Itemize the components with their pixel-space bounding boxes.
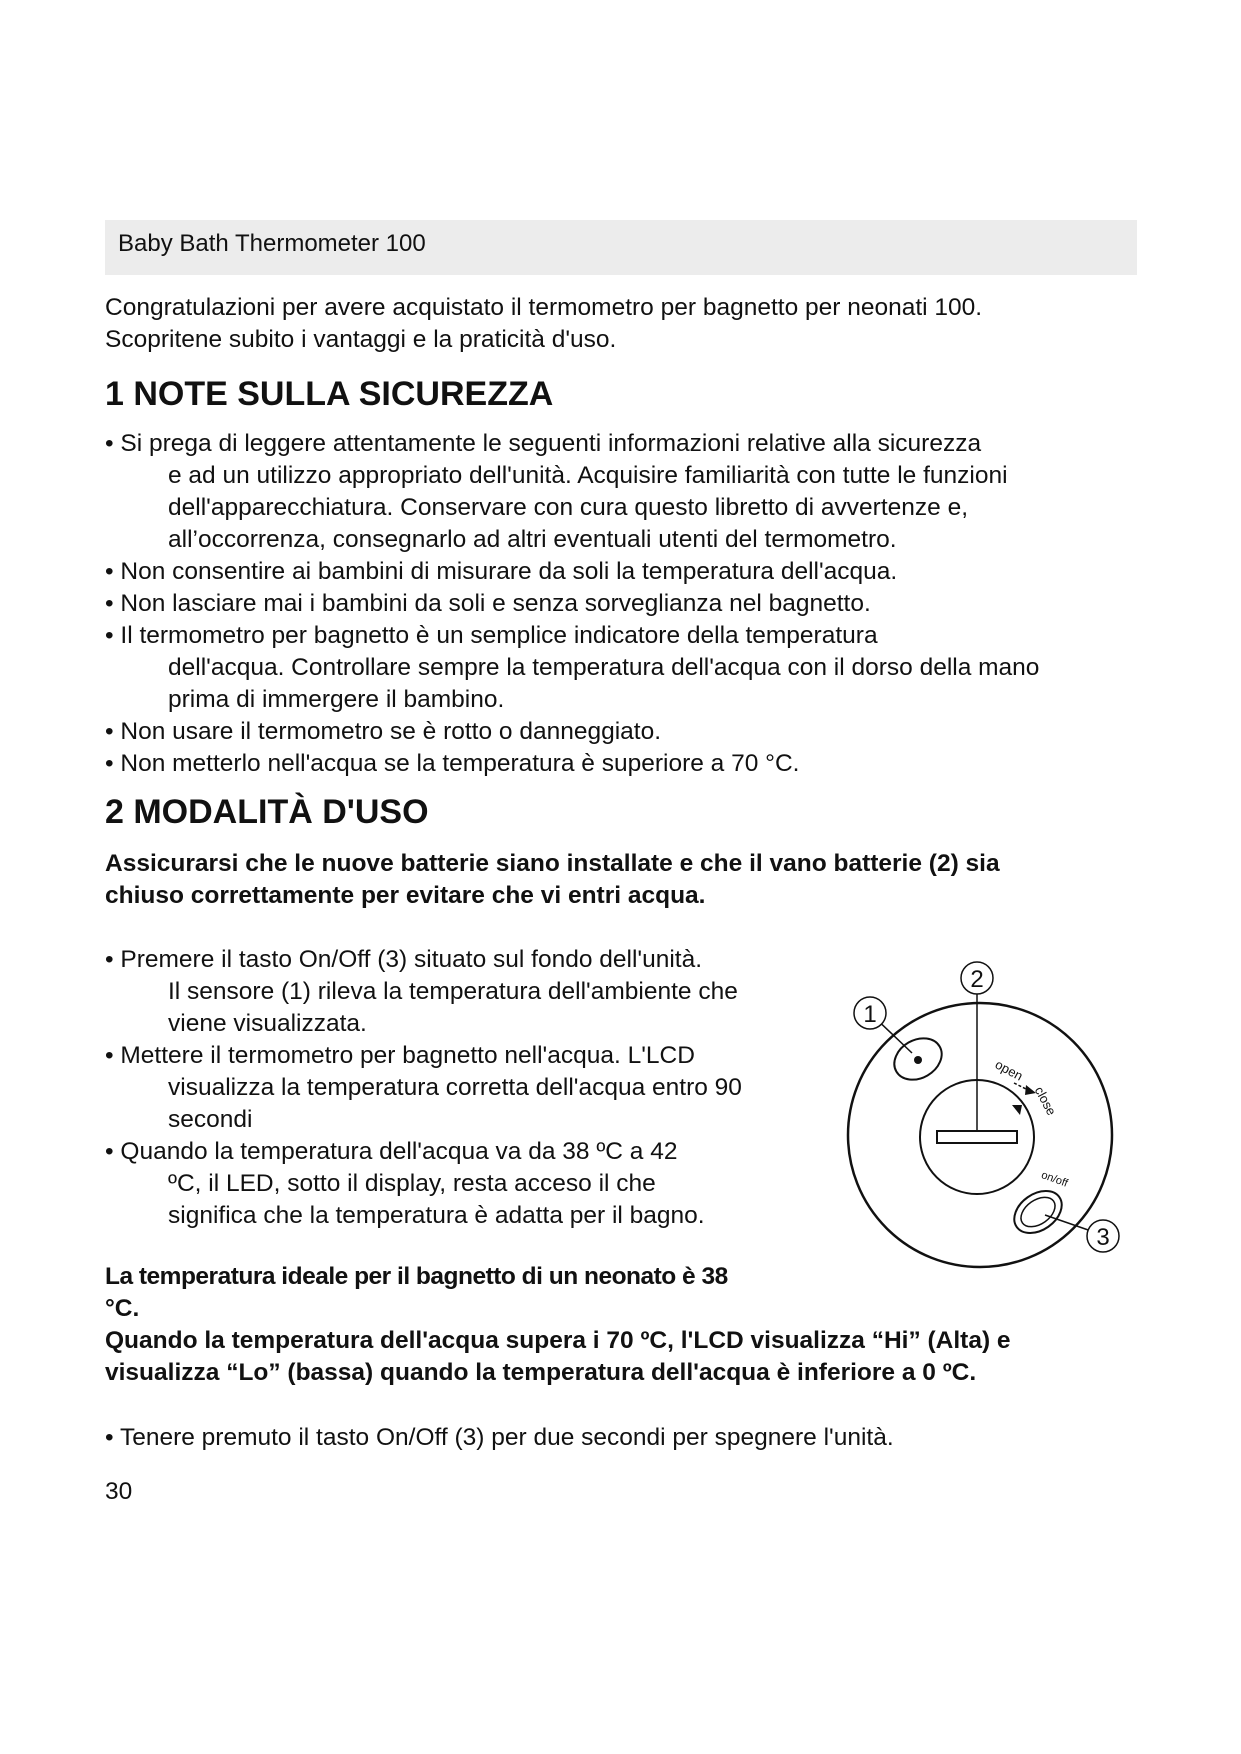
sensor-dot (914, 1056, 922, 1064)
list-line: • Il termometro per bagnetto è un semplice indicatore della temperatura (105, 622, 878, 649)
section-2 (105, 792, 1145, 832)
list-line: Il sensore (1) rileva la temperatura dell'ambiente che (168, 978, 738, 1005)
callout-label-1: 1 (863, 1001, 877, 1028)
list-line: dell'acqua. Controllare sempre la temperatura dell'acqua con il dorso della mano (168, 654, 1040, 681)
battery-warning (105, 848, 1145, 912)
list-line: • Mettere il termometro per bagnetto nell'acqua. L'LCD (105, 1042, 695, 1069)
list-item (105, 588, 1145, 620)
thermometer-diagram (840, 955, 1140, 1275)
list-line: dell'apparecchiatura. Conservare con cura questo libretto di avvertenze e, (168, 494, 969, 521)
list-item: • Tenere premuto il tasto On/Off (3) per due secondi per spegnere l'unità. (105, 1424, 894, 1451)
hilo-line: visualizza “Lo” (bassa) quando la temperatura dell'acqua è inferiore a 0 ºC. (105, 1359, 977, 1386)
list-line: • Si prega di leggere attentamente le seguenti informazioni relative alla sicurezza (105, 430, 982, 457)
intro-line: Scopritene subito i vantaggi e la praticità d'uso. (105, 326, 617, 353)
list-line: all’occorrenza, consegnarlo ad altri eventuali utenti del termometro. (168, 526, 897, 553)
list-item (105, 1136, 825, 1232)
section-1 (105, 374, 1145, 414)
final-note (105, 1422, 1145, 1454)
warning-line: Assicurarsi che le nuove batterie siano installate e che il vano batterie (2) sia (105, 850, 1000, 877)
list-line: visualizza la temperatura corretta dell'acqua entro 90 (168, 1074, 742, 1101)
list-item (105, 716, 1145, 748)
list-item (105, 428, 1145, 556)
list-line: • Premere il tasto On/Off (3) situato sul fondo dell'unità. (105, 946, 703, 973)
list-line: • Non lasciare mai i bambini da soli e senza sorveglianza nel bagnetto. (105, 590, 871, 617)
usage-list (105, 944, 825, 1232)
onoff-label: on/off (1039, 1169, 1070, 1190)
list-item (105, 748, 1145, 780)
header-band (105, 220, 1137, 275)
ideal-temperature (105, 1261, 1145, 1389)
battery-slot (937, 1131, 1017, 1143)
hilo-line: Quando la temperatura dell'acqua supera i 70 ºC, l'LCD visualizza “Hi” (Alta) e (105, 1327, 1011, 1354)
intro (105, 292, 1145, 356)
list-line: • Quando la temperatura dell'acqua va da 38 ºC a 42 (105, 1138, 678, 1165)
list-line: • Non usare il termometro se è rotto o danneggiato. (105, 718, 662, 745)
warning-line: chiuso correttamente per evitare che vi entri acqua. (105, 882, 706, 909)
list-item (105, 556, 1145, 588)
document-title: Baby Bath Thermometer 100 (118, 230, 426, 257)
onoff-button-outer (1006, 1182, 1069, 1241)
thermometer-body-outline (848, 1003, 1112, 1267)
open-label: open (992, 1056, 1026, 1084)
ideal-line: La temperatura ideale per il bagnetto di un neonato è 38 (105, 1263, 728, 1290)
list-line: ºC, il LED, sotto il display, resta acceso il che (168, 1170, 656, 1197)
open-arrow-icon (1012, 1105, 1022, 1115)
list-line: viene visualizzata. (168, 1010, 367, 1037)
list-item (105, 1040, 825, 1136)
list-line: significa che la temperatura è adatta per il bagno. (168, 1202, 705, 1229)
callout-label-2: 2 (970, 966, 984, 993)
list-line: • Non metterlo nell'acqua se la temperatura è superiore a 70 °C. (105, 750, 800, 777)
section-heading: 1 NOTE SULLA SICUREZZA (105, 375, 554, 413)
section-heading: 2 MODALITÀ D'USO (105, 793, 429, 831)
list-item (105, 944, 825, 1040)
close-label: close (1031, 1084, 1060, 1118)
list-item (105, 620, 1145, 716)
onoff-button-inner (1016, 1191, 1061, 1232)
page-number: 30 (105, 1478, 133, 1505)
list-line: • Non consentire ai bambini di misurare da soli la temperatura dell'acqua. (105, 558, 898, 585)
callout-label-3: 3 (1096, 1224, 1110, 1251)
list-line: prima di immergere il bambino. (168, 686, 505, 713)
ideal-line: °C. (105, 1295, 140, 1322)
list-line: e ad un utilizzo appropriato dell'unità. Acquisire familiarità con tutte le funzioni (168, 462, 1008, 489)
list-line: secondi (168, 1106, 253, 1133)
safety-list (105, 428, 1145, 780)
intro-line: Congratulazioni per avere acquistato il termometro per bagnetto per neonati 100. (105, 294, 983, 321)
